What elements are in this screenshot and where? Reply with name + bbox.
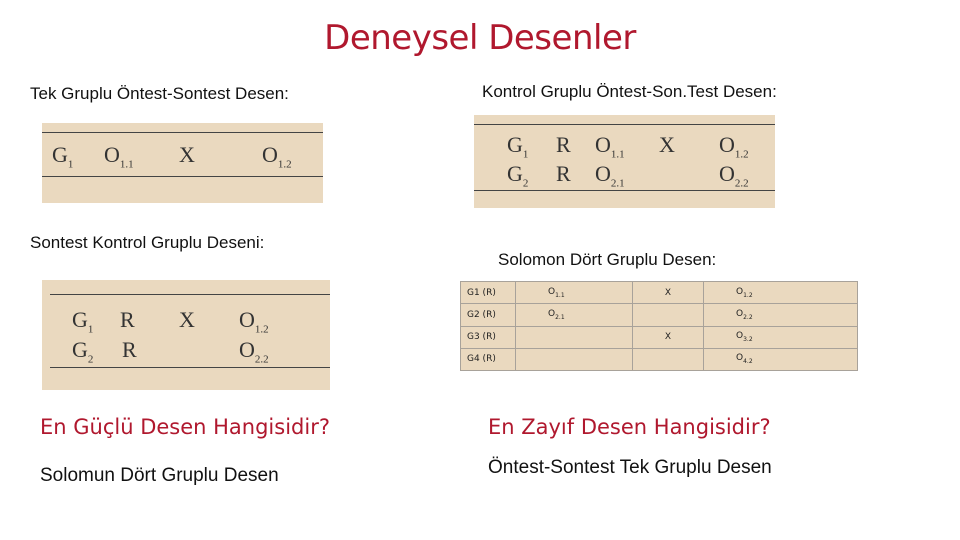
bottom-rule: [42, 176, 323, 177]
table-row: [461, 282, 858, 304]
sontest-kontrol-label: Sontest Kontrol Gruplu Deseni:: [30, 233, 265, 252]
group-cell: G1 (R): [461, 282, 516, 304]
posttest-symbol: $O_{2.2}$: [239, 337, 269, 366]
group-symbol: $G_1$: [507, 132, 529, 161]
group-cell: G4 (R): [461, 348, 516, 370]
group-symbol: $G_1$: [52, 142, 74, 171]
kontrol-gruplu-diagram: [474, 115, 775, 208]
random-symbol: R: [556, 132, 571, 157]
pretest-cell: [516, 326, 633, 348]
posttest-cell: $O_{2.2}$: [704, 304, 858, 326]
treatment-symbol: X: [179, 142, 195, 167]
top-rule: [42, 132, 323, 133]
bottom-rule: [474, 190, 775, 191]
weakest-question: En Zayıf Desen Hangisidir?: [488, 415, 771, 439]
group-cell: G3 (R): [461, 326, 516, 348]
pretest-cell: $O_{2.1}$: [516, 304, 633, 326]
tek-gruplu-diagram: [42, 123, 323, 203]
table-row: [461, 326, 858, 348]
posttest-symbol: $O_{1.2}$: [239, 307, 269, 336]
treatment-symbol: X: [179, 307, 195, 332]
table-row: [461, 348, 858, 370]
group-cell: G2 (R): [461, 304, 516, 326]
tek-gruplu-label: Tek Gruplu Öntest-Sontest Desen:: [30, 84, 289, 103]
treatment-cell: [633, 348, 704, 370]
group-symbol: $G_1$: [72, 307, 94, 336]
solomon-table: [460, 281, 858, 371]
pretest-cell: [516, 348, 633, 370]
posttest-cell: $O_{1.2}$: [704, 282, 858, 304]
treatment-cell: [633, 304, 704, 326]
top-rule: [474, 124, 775, 125]
group-symbol: $G_2$: [72, 337, 94, 366]
random-symbol: R: [556, 161, 571, 186]
treatment-symbol: X: [659, 132, 675, 157]
bottom-rule: [50, 367, 330, 368]
pretest-cell: $O_{1.1}$: [516, 282, 633, 304]
kontrol-gruplu-label: Kontrol Gruplu Öntest-Son.Test Desen:: [482, 82, 777, 101]
posttest-symbol: $O_{1.2}$: [719, 132, 749, 161]
posttest-symbol: $O_{1.2}$: [262, 142, 292, 171]
group-symbol: $G_2$: [507, 161, 529, 190]
posttest-cell: $O_{4.2}$: [704, 348, 858, 370]
posttest-symbol: $O_{2.2}$: [719, 161, 749, 190]
weakest-answer: Öntest-Sontest Tek Gruplu Desen: [488, 457, 772, 478]
treatment-cell: X: [633, 326, 704, 348]
pretest-symbol: $O_{2.1}$: [595, 161, 625, 190]
strongest-question: En Güçlü Desen Hangisidir?: [40, 415, 330, 439]
pretest-symbol: $O_{1.1}$: [104, 142, 134, 171]
pretest-symbol: $O_{1.1}$: [595, 132, 625, 161]
table-row: [461, 304, 858, 326]
solomon-label: Solomon Dört Gruplu Desen:: [498, 250, 717, 269]
posttest-cell: $O_{3.2}$: [704, 326, 858, 348]
treatment-cell: X: [633, 282, 704, 304]
top-rule: [50, 294, 330, 295]
random-symbol: R: [120, 307, 135, 332]
slide-title: Deneysel Desenler: [324, 18, 636, 58]
strongest-answer: Solomun Dört Gruplu Desen: [40, 465, 279, 486]
random-symbol: R: [122, 337, 137, 362]
sontest-kontrol-diagram: [42, 280, 330, 390]
